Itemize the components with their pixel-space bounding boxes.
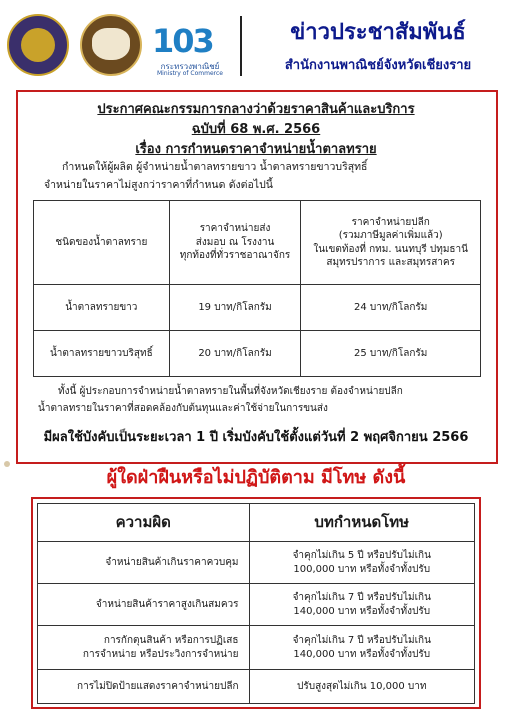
offense-line: จำหน่ายสินค้าเกินราคาควบคุม <box>105 556 239 568</box>
col-penalty: บทกำหนดโทษ <box>249 504 475 542</box>
note-line-1: ทั้งนี้ ผู้ประกอบการจำหน่ายน้ำตาลทรายในพื้นที่จังหวัดเชียงราย ต้องจำหน่ายปลีก <box>58 386 403 397</box>
penalty <box>249 584 475 626</box>
intro-line-1: กำหนดให้ผู้ผลิต ผู้จำหน่ายน้ำตาลทรายขาว น้ำตาลทรายขาวบริสุทธิ์ <box>62 161 368 173</box>
col-retail-price <box>301 201 481 285</box>
offense-line: การจำหน่าย หรือประวิงการจำหน่าย <box>82 648 239 660</box>
logo-caption-en: Ministry of Commerce <box>157 70 223 77</box>
offense <box>38 670 250 704</box>
logo-number: 103 <box>152 22 213 60</box>
sugar-type: น้ำตาลทรายขาว <box>34 285 170 331</box>
penalty-line: จำคุกไม่เกิน 7 ปี หรือปรับไม่เกิน <box>292 634 431 646</box>
header-title: ข่าวประชาสัมพันธ์ <box>290 20 466 45</box>
penalty-line: 140,000 บาท หรือทั้งจำทั้งปรับ <box>293 605 431 617</box>
col-factory-line: ราคาจำหน่ายส่ง <box>199 223 271 235</box>
announcement-number: ฉบับที่ 68 พ.ศ. 2566 <box>191 122 321 137</box>
table-row <box>34 331 481 377</box>
retail-price: 24 บาท/กิโลกรัม <box>301 285 481 331</box>
penalty-table <box>37 503 475 704</box>
table-row <box>38 542 475 584</box>
penalty-line: 100,000 บาท หรือทั้งจำทั้งปรับ <box>293 563 431 575</box>
table-row <box>38 670 475 704</box>
factory-price: 19 บาท/กิโลกรัม <box>169 285 301 331</box>
col-factory-price <box>169 201 301 285</box>
col-retail-line: ในเขตท้องที่ กทม. นนทบุรี ปทุมธานี <box>313 243 468 255</box>
offense-line: การไม่ปิดป้ายแสดงราคาจำหน่ายปลีก <box>77 680 239 692</box>
announcement-title: ประกาศคณะกรรมการกลางว่าด้วยราคาสินค้าและบริการ <box>97 102 415 117</box>
factory-price: 20 บาท/กิโลกรัม <box>169 331 301 377</box>
col-factory-line: ทุกท้องที่ทั่วราชอาณาจักร <box>179 250 291 262</box>
penalty-line: 140,000 บาท หรือทั้งจำทั้งปรับ <box>293 648 431 660</box>
penalty-warning: ผู้ใดฝ่าฝืนหรือไม่ปฏิบัติตาม มีโทษ ดังนี้ <box>106 467 406 488</box>
price-table-header <box>34 201 481 285</box>
col-retail-line: สมุทรปราการ และสมุทรสาคร <box>326 257 455 268</box>
offense-line: จำหน่ายสินค้าราคาสูงเกินสมควร <box>95 598 239 610</box>
penalty-line: ปรับสูงสุดไม่เกิน 10,000 บาท <box>297 680 427 692</box>
table-row <box>38 626 475 670</box>
sugar-type: น้ำตาลทรายขาวบริสุทธิ์ <box>34 331 170 377</box>
intro-line-2: จำหน่ายในราคาไม่สูงกว่าราคาที่กำหนด ดังต่อไปนี้ <box>44 179 273 191</box>
header-subtitle: สำนักงานพาณิชย์จังหวัดเชียงราย <box>284 58 472 73</box>
table-row <box>34 285 481 331</box>
price-table <box>33 200 481 377</box>
col-factory-line: ส่งมอบ ณ โรงงาน <box>195 236 275 248</box>
province-seal-icon <box>80 14 142 76</box>
retail-price: 25 บาท/กิโลกรัม <box>301 331 481 377</box>
offense-line: การกักตุนสินค้า หรือการปฏิเสธ <box>103 634 239 646</box>
penalty-line: จำคุกไม่เกิน 5 ปี หรือปรับไม่เกิน <box>292 549 431 561</box>
effective-date: มีผลใช้บังคับเป็นระยะเวลา 1 ปี เริ่มบังคับใช้ตั้งแต่วันที่ 2 พฤศจิกายน 2566 <box>43 430 469 445</box>
penalty <box>249 670 475 704</box>
penalty-table-header <box>38 504 475 542</box>
col-retail-line: (รวมภาษีมูลค่าเพิ่มแล้ว) <box>338 230 443 241</box>
penalty <box>249 542 475 584</box>
offense <box>38 584 250 626</box>
offense <box>38 626 250 670</box>
government-seal-icon <box>7 14 69 76</box>
penalty <box>249 626 475 670</box>
table-row <box>38 584 475 626</box>
col-offense: ความผิด <box>38 504 250 542</box>
logo-caption: กระทรวงพาณิชย์ <box>160 62 220 71</box>
header-divider <box>240 16 242 76</box>
ministry-logo <box>152 22 216 60</box>
header <box>0 0 512 84</box>
note-line-2: น้ำตาลทรายในราคาที่สอดคล้องกับต้นทุนและค่าใช้จ่ายในการขนส่ง <box>38 403 328 414</box>
col-sugar-type: ชนิดของน้ำตาลทราย <box>34 201 170 285</box>
col-retail-line: ราคาจำหน่ายปลีก <box>351 216 430 228</box>
offense <box>38 542 250 584</box>
penalty-line: จำคุกไม่เกิน 7 ปี หรือปรับไม่เกิน <box>292 591 431 603</box>
announcement-subject: เรื่อง การกำหนดราคาจำหน่ายน้ำตาลทราย <box>135 142 377 157</box>
